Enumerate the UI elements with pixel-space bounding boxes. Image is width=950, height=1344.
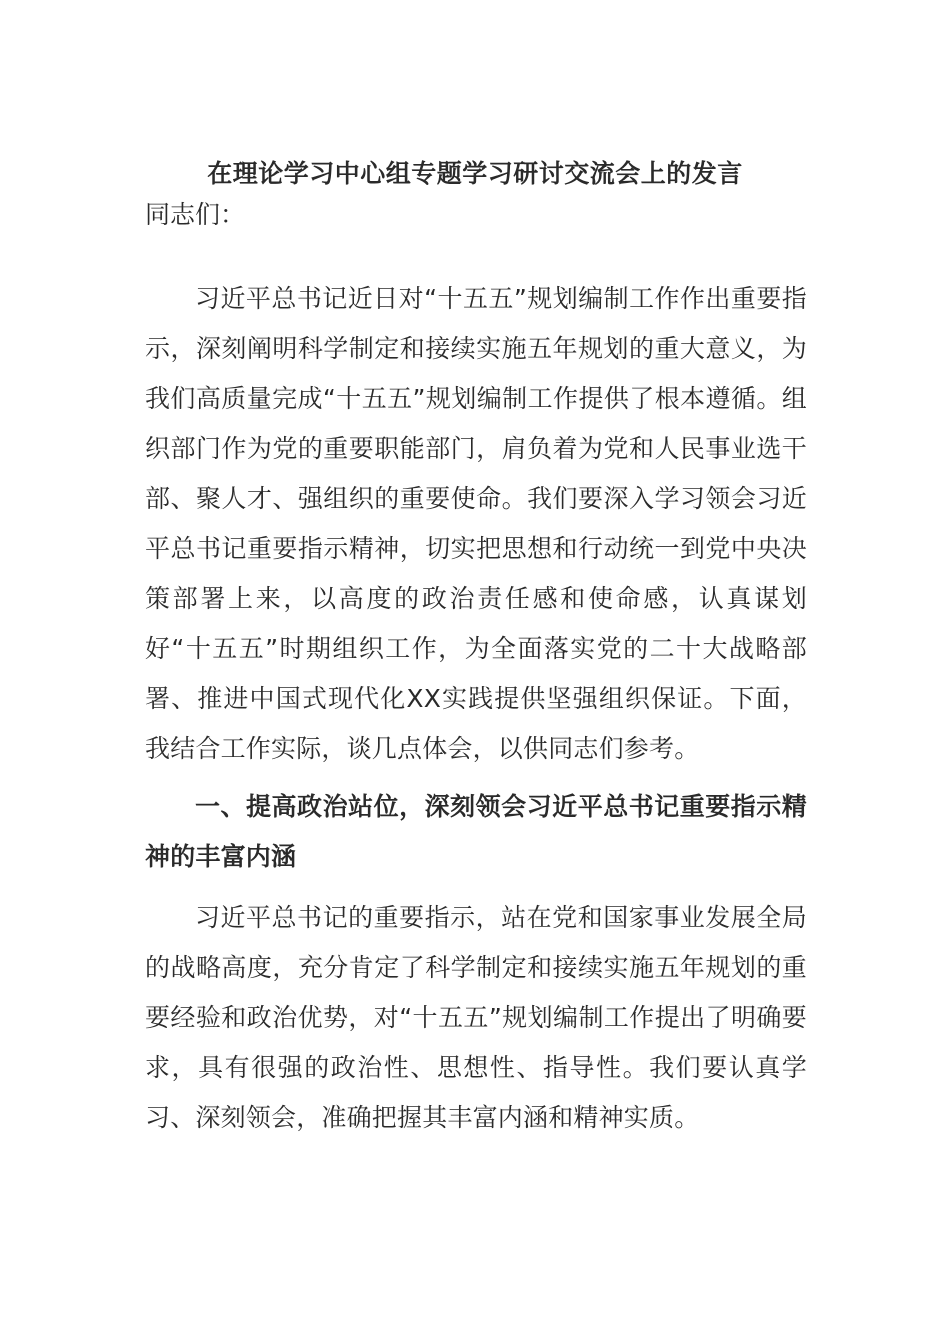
salutation: 同志们：: [145, 200, 246, 229]
page-title: 在理论学习中心组专题学习研讨交流会上的发言: [207, 159, 743, 188]
section-1-paragraph: 习近平总书记的重要指示，站在党和国家事业发展全局的战略高度，充分肯定了科学制定和接续实施五年规划的重要经验和政治优势，对“十五五”规划编制工作提出了明确要求，具有很强的政治性、思想性、指导性。我们要认真学习、深刻领会，准确把握其丰富内涵和精神实质。: [145, 903, 807, 1132]
section-heading-1: 一、提高政治站位，深刻领会习近平总书记重要指示精神的丰富内涵: [145, 792, 807, 871]
intro-paragraph: 习近平总书记近日对“十五五”规划编制工作作出重要指示，深刻阐明科学制定和接续实施五年规划的重大意义，为我们高质量完成“十五五”规划编制工作提供了根本遵循。组织部门作为党的重要职能部门，肩负着为党和人民事业选干部、聚人才、强组织的重要使命。我们要深入学习领会习近平总书记重要指示精神，切实把思想和行动统一到党中央决策部署上来，以高度的政治责任感和使命感，认真谋划好“十五五”时期组织工作，为全面落实党的二十大战略部署、推进中国式现代化XX实践提供坚强组织保证。下面，我结合工作实际，谈几点体会，以供同志们参考。: [145, 284, 807, 763]
